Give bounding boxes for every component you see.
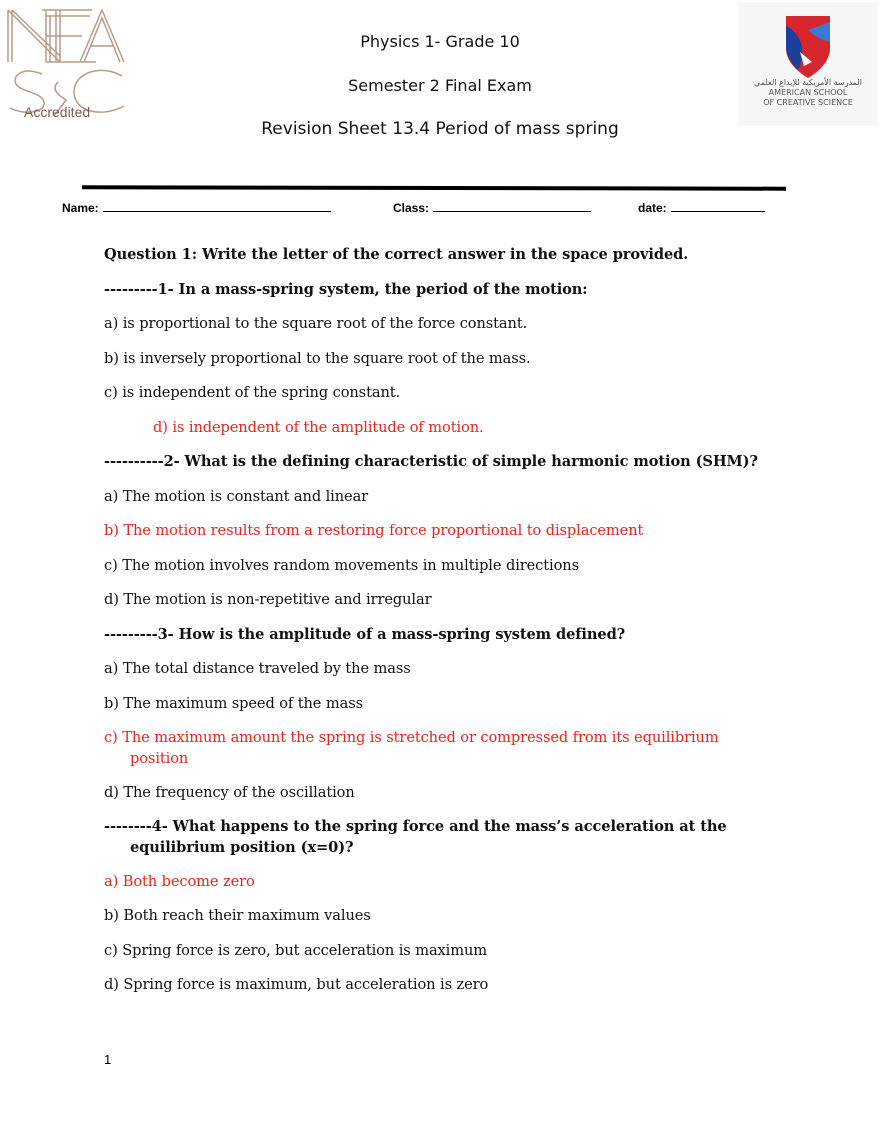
question-2-stem: ----------2- What is the defining characteristic of simple harmonic motion (SHM)?	[104, 453, 758, 470]
neasc-accredited-logo	[2, 4, 130, 126]
q4-option-d: d) Spring force is maximum, but acceleration is zero	[104, 976, 489, 993]
class-label: Class:	[393, 201, 430, 215]
q4-stem-text: --------4- What happens to the spring force and the mass’s acceleration at the	[104, 818, 727, 835]
name-blank[interactable]	[103, 200, 331, 212]
q2-option-c: c) The motion involves random movements in multiple directions	[104, 557, 579, 574]
question-4-stem	[104, 818, 727, 856]
q4-option-b: b) Both reach their maximum values	[104, 907, 371, 924]
name-label: Name:	[62, 201, 99, 215]
q4-option-c: c) Spring force is zero, but acceleration is maximum	[104, 942, 488, 959]
instruction: Question 1: Write the letter of the correct answer in the space provided.	[104, 246, 689, 263]
class-field[interactable]	[393, 200, 591, 215]
accredited-caption: Accredited	[24, 104, 91, 120]
q2-option-a: a) The motion is constant and linear	[104, 488, 369, 505]
q1-option-a: a) is proportional to the square root of the force constant.	[104, 315, 528, 332]
sheet-title: Revision Sheet 13.4 Period of mass spring	[261, 119, 619, 139]
page-number: 1	[104, 1052, 112, 1067]
date-label: date:	[638, 201, 667, 215]
class-blank[interactable]	[433, 200, 591, 212]
logo-text-line2: OF CREATIVE SCIENCE	[763, 98, 853, 107]
q4-option-a-answer: a) Both become zero	[104, 873, 255, 890]
exam-title: Semester 2 Final Exam	[348, 76, 532, 95]
course-title: Physics 1- Grade 10	[360, 32, 520, 51]
logo-arabic-text: المدرسة الأمريكية للإبداع العلمي	[754, 78, 862, 87]
question-1-stem: ---------1- In a mass-spring system, the period of the motion:	[104, 281, 588, 298]
q1-option-d-answer: d) is independent of the amplitude of motion.	[153, 419, 484, 436]
date-blank[interactable]	[671, 200, 765, 212]
name-field[interactable]	[62, 200, 331, 215]
q4-stem-continuation: equilibrium position (x=0)?	[130, 839, 354, 856]
logo-text-line1: AMERICAN SCHOOL	[768, 88, 848, 97]
q3-option-c-continuation: position	[130, 750, 189, 767]
q3-option-a: a) The total distance traveled by the mass	[104, 660, 411, 677]
q3-option-c-answer	[104, 729, 719, 767]
q2-option-b-answer: b) The motion results from a restoring force proportional to displacement	[104, 522, 644, 539]
q1-option-c: c) is independent of the spring constant.	[104, 384, 401, 401]
q3-option-d: d) The frequency of the oscillation	[104, 784, 355, 801]
q3-option-b: b) The maximum speed of the mass	[104, 695, 364, 712]
question-3-stem: ---------3- How is the amplitude of a mass-spring system defined?	[104, 626, 626, 643]
header-divider	[82, 185, 786, 190]
date-field[interactable]	[638, 200, 765, 215]
q3-option-c-text: c) The maximum amount the spring is stretched or compressed from its equilibrium	[104, 729, 719, 746]
american-school-logo	[738, 2, 878, 126]
q1-option-b: b) is inversely proportional to the square root of the mass.	[104, 350, 531, 367]
q2-option-d: d) The motion is non-repetitive and irregular	[104, 591, 432, 608]
